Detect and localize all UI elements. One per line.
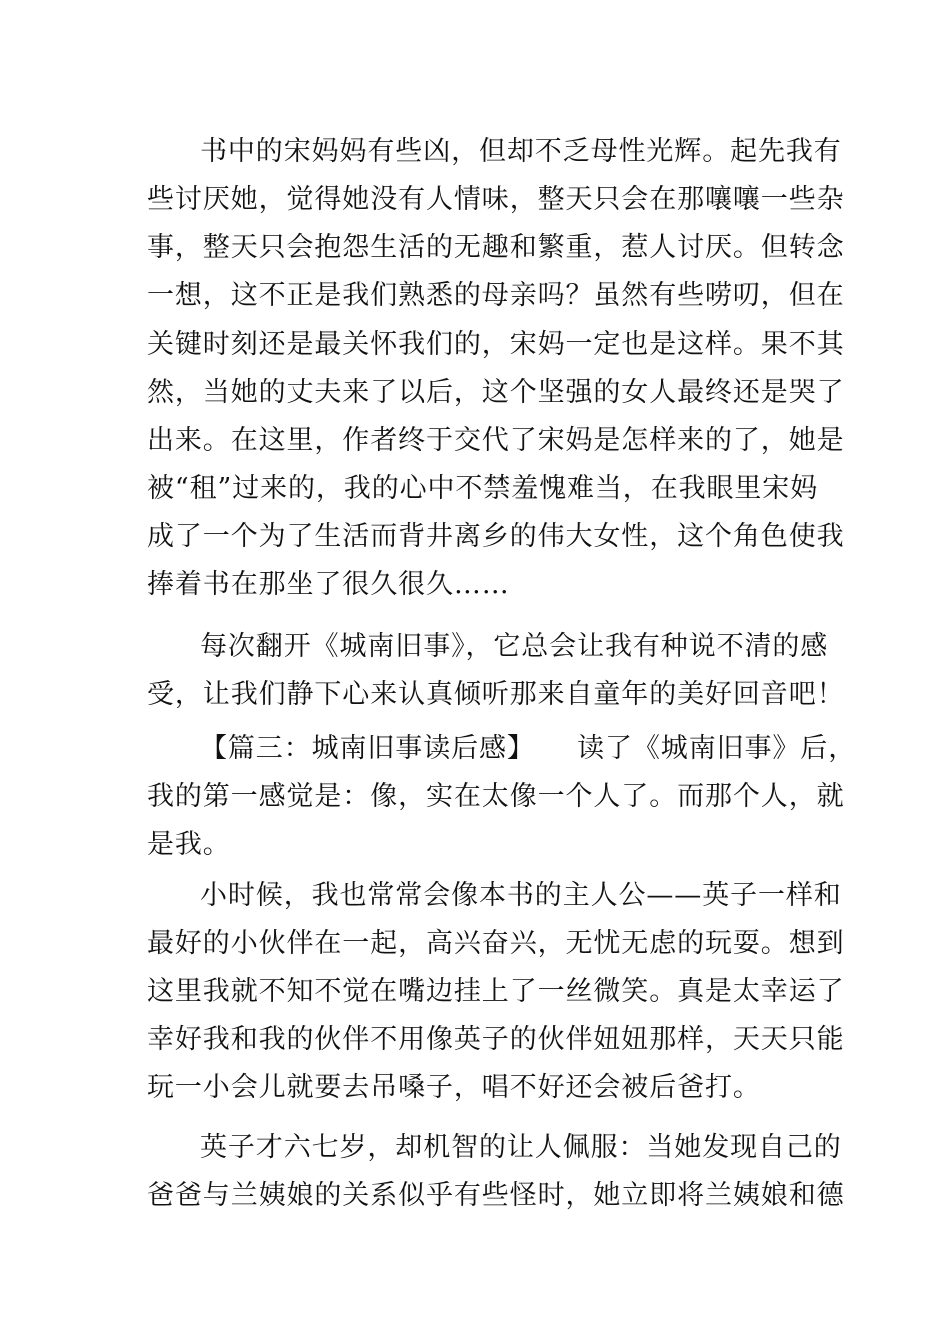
text-line: 这里我就不知不觉在嘴边挂上了一丝微笑。真是太幸运了: [147, 976, 845, 1007]
text-line: 英子才六七岁，却机智的让人佩服：当她发现自己的: [200, 1132, 842, 1163]
text-line: 是我。: [147, 829, 231, 860]
text-line: 事，整天只会抱怨生活的无趣和繁重，惹人讨厌。但转念: [147, 232, 845, 263]
text-line: 我的第一感觉是：像，实在太像一个人了。而那个人，就: [147, 781, 845, 812]
text-line: 然，当她的丈夫来了以后，这个坚强的女人最终还是哭了: [147, 377, 845, 408]
text-line: 捧着书在那坐了很久很久……: [147, 569, 510, 600]
text-line: 成了一个为了生活而背井离乡的伟大女性，这个角色使我: [147, 521, 845, 552]
section-heading-line: 【篇三：城南旧事读后感】 读了《城南旧事》后，: [200, 733, 857, 764]
text-line: 出来。在这里，作者终于交代了宋妈是怎样来的了，她是: [147, 425, 845, 456]
text-line: 受，让我们静下心来认真倾听那来自童年的美好回音吧！: [147, 679, 845, 710]
text-line: 些讨厌她，觉得她没有人情味，整天只会在那嚷嚷一些杂: [147, 184, 845, 215]
text-line: 最好的小伙伴在一起，高兴奋兴，无忧无虑的玩耍。想到: [147, 928, 845, 959]
text-line: 书中的宋妈妈有些凶，但却不乏母性光辉。起先我有: [200, 136, 842, 167]
text-line: 关键时刻还是最关怀我们的，宋妈一定也是这样。果不其: [147, 329, 845, 360]
text-line: 玩一小会儿就要去吊嗓子，唱不好还会被后爸打。: [147, 1072, 761, 1103]
text-line: 一想，这不正是我们熟悉的母亲吗？虽然有些唠叨，但在: [147, 280, 845, 311]
text-line: 爸爸与兰姨娘的关系似乎有些怪时，她立即将兰姨娘和德: [147, 1180, 845, 1211]
text-line: 小时候，我也常常会像本书的主人公——英子一样和: [200, 880, 842, 911]
text-line: 被“租”过来的，我的心中不禁羞愧难当，在我眼里宋妈: [147, 473, 819, 504]
text-line: 幸好我和我的伙伴不用像英子的伙伴妞妞那样，天天只能: [147, 1024, 845, 1055]
text-line: 每次翻开《城南旧事》，它总会让我有种说不清的感: [200, 631, 829, 662]
